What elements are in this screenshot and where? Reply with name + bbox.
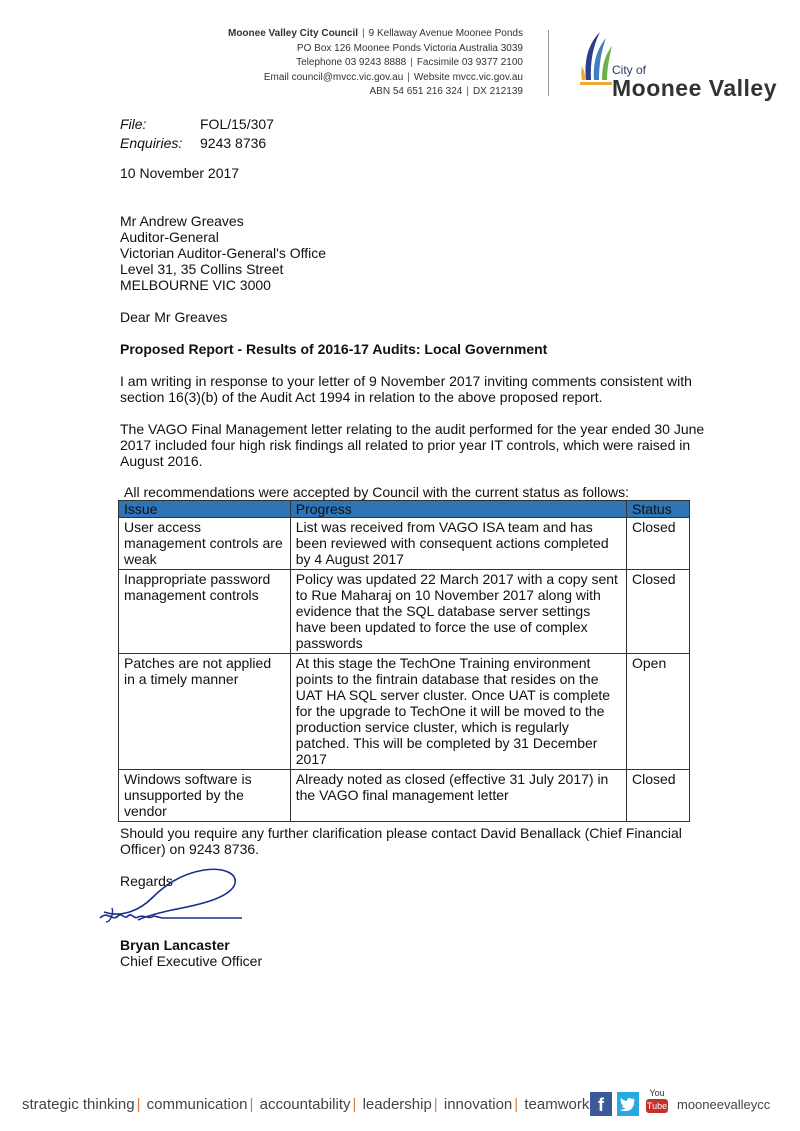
signer-title: Chief Executive Officer <box>120 953 263 969</box>
twitter-icon[interactable] <box>617 1092 639 1116</box>
telephone: Telephone 03 9243 8888 <box>296 57 407 68</box>
logo-line-1: City of <box>612 63 647 77</box>
file-label: File: <box>120 116 147 132</box>
enquiries-label: Enquiries: <box>120 135 183 151</box>
subject-line: Proposed Report - Results of 2016-17 Audits: Local Government <box>120 341 548 357</box>
youtube-icon[interactable] <box>646 1088 668 1116</box>
signature-image <box>92 860 252 935</box>
letterhead-line-1 <box>103 27 523 42</box>
value-item: leadership <box>362 1096 432 1113</box>
status-table <box>118 500 690 822</box>
council-address: 9 Kellaway Avenue Moonee Ponds <box>368 28 523 39</box>
separator: | <box>514 1096 519 1113</box>
recipient-street: Level 31, 35 Collins Street <box>120 261 284 277</box>
logo-line-2: Moonee Valley <box>612 75 778 101</box>
paragraph-2: The VAGO Final Management letter relating to the audit performed for the year ended 30 June 2017 included four high risk findings all related to prior year IT controls, which were raised in August 2016. <box>120 421 705 469</box>
recipient-title: Auditor-General <box>120 229 219 245</box>
header-divider <box>548 30 549 96</box>
recipient-city: MELBOURNE VIC 3000 <box>120 277 271 293</box>
table-row <box>119 770 690 822</box>
issue-cell: Windows software is unsupported by the vendor <box>119 770 291 822</box>
separator: | <box>407 71 410 83</box>
letterhead-line-5 <box>103 85 523 100</box>
recipient-office: Victorian Auditor-General's Office <box>120 245 327 261</box>
status-cell: Closed <box>627 570 690 654</box>
facsimile: Facsimile 03 9377 2100 <box>416 57 523 68</box>
separator: | <box>352 1096 357 1113</box>
letterhead-line-4 <box>103 71 523 86</box>
enquiries-value: 9243 8736 <box>200 135 267 151</box>
paragraph-3: All recommendations were accepted by Council with the current status as follows: <box>124 484 630 500</box>
issue-cell: User access management controls are weak <box>119 518 291 570</box>
regards: Regards <box>120 873 173 889</box>
social-handle[interactable]: mooneevalleycc <box>677 1097 771 1112</box>
council-name: Moonee Valley City Council <box>227 28 359 39</box>
council-logo <box>578 30 778 110</box>
youtube-bottom-label: Tube <box>646 1101 668 1111</box>
table-row <box>119 518 690 570</box>
progress-cell: At this stage the TechOne Training environment points to the fintrain database that resides on the UAT HA SQL server cluster. Once UAT is complete for the upgrade to TechOne it will be moved to the production service cluster, which is regularly patched. This will be completed by 31 December 2017 <box>290 654 626 770</box>
progress-cell: List was received from VAGO ISA team and has been reviewed with consequent actions completed by 4 August 2017 <box>290 518 626 570</box>
separator: | <box>410 57 413 68</box>
letterhead-line-3 <box>103 56 523 71</box>
separator: | <box>136 1096 141 1113</box>
email: Email council@mvcc.vic.gov.au <box>263 71 404 83</box>
footer-values <box>22 1096 589 1113</box>
value-item: accountability <box>259 1096 351 1113</box>
letterhead-contact <box>103 27 523 100</box>
value-item: innovation <box>443 1096 513 1113</box>
value-item: strategic thinking <box>22 1096 135 1113</box>
separator: | <box>466 86 469 97</box>
file-reference <box>120 115 274 153</box>
issue-cell: Patches are not applied in a timely manner <box>119 654 291 770</box>
facebook-icon[interactable]: f <box>590 1092 612 1116</box>
value-item: teamwork <box>524 1096 590 1113</box>
file-value: FOL/15/307 <box>200 116 274 132</box>
status-cell: Closed <box>627 518 690 570</box>
progress-cell: Policy was updated 22 March 2017 with a copy sent to Rue Maharaj on 10 November 2017 along with evidence that the SQL database server settings have been updated to force the use of complex passwords <box>290 570 626 654</box>
recipient-address <box>120 213 326 293</box>
website: Website mvcc.vic.gov.au <box>413 71 523 83</box>
closing-paragraph: Should you require any further clarification please contact David Benallack (Chief Financial Officer) on 9243 8736. <box>120 825 682 857</box>
salutation: Dear Mr Greaves <box>120 309 228 325</box>
separator: | <box>362 28 365 39</box>
enquiries-row <box>120 134 274 153</box>
youtube-top-label: You <box>649 1088 665 1098</box>
table-row <box>119 570 690 654</box>
status-cell: Closed <box>627 770 690 822</box>
table-header-row <box>119 501 690 518</box>
table-row <box>119 654 690 770</box>
separator: | <box>249 1096 254 1113</box>
recipient-name: Mr Andrew Greaves <box>120 213 244 229</box>
signer-name: Bryan Lancaster <box>120 937 230 953</box>
paragraph-1: I am writing in response to your letter of 9 November 2017 inviting comments consistent with section 16(3)(b) of the Audit Act 1994 in relation to the above proposed report. <box>120 373 692 405</box>
logo-icon <box>578 30 614 92</box>
po-box: PO Box 126 Moonee Ponds Victoria Australia 3039 <box>296 42 523 54</box>
dx: DX 212139 <box>472 86 523 97</box>
letter-date: 10 November 2017 <box>120 165 240 181</box>
abn: ABN 54 651 216 324 <box>369 86 463 97</box>
separator: | <box>433 1096 438 1113</box>
progress-cell: Already noted as closed (effective 31 July 2017) in the VAGO final management letter <box>290 770 626 822</box>
header-progress: Progress <box>290 501 626 518</box>
issue-cell: Inappropriate password management controls <box>119 570 291 654</box>
status-cell: Open <box>627 654 690 770</box>
header-status: Status <box>627 501 690 518</box>
value-item: communication <box>146 1096 248 1113</box>
file-row <box>120 115 274 134</box>
header-issue: Issue <box>119 501 291 518</box>
